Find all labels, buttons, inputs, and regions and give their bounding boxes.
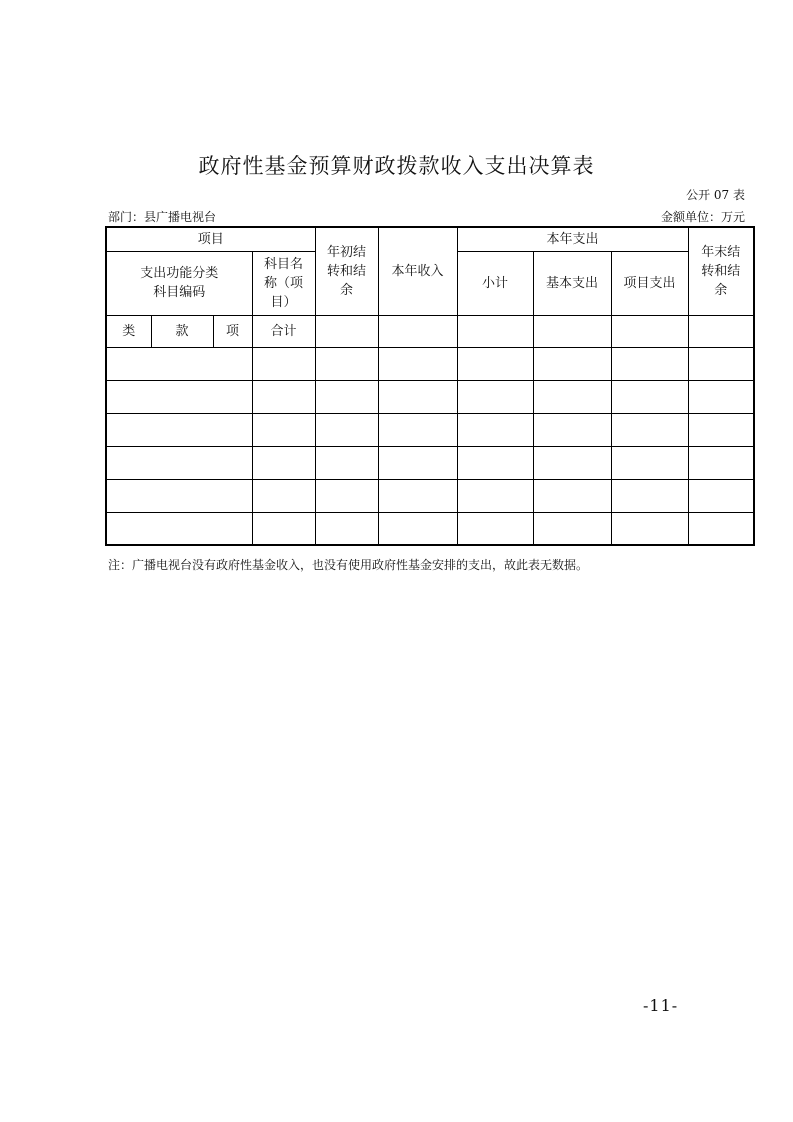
table-cell (688, 446, 754, 479)
table-cell (457, 479, 533, 512)
budget-table (105, 226, 755, 546)
table-cell (106, 380, 252, 413)
header-basic-expense: 基本支出 (533, 251, 611, 315)
page-number: -11- (643, 996, 679, 1015)
table-cell (315, 446, 378, 479)
table-cell (378, 512, 457, 545)
amount-unit-label: 金额单位：万元 (660, 210, 745, 224)
table-cell (611, 512, 688, 545)
header-row-3 (106, 315, 754, 347)
table-cell (688, 347, 754, 380)
table-cell (611, 347, 688, 380)
cell (688, 315, 754, 347)
header-begin-balance: 年初结 转和结 余 (315, 227, 378, 315)
table-cell (315, 380, 378, 413)
cell (315, 315, 378, 347)
table-cell (252, 380, 315, 413)
table-row (106, 512, 754, 545)
table-cell (533, 446, 611, 479)
table-cell (378, 446, 457, 479)
table-row (106, 413, 754, 446)
table-cell (457, 512, 533, 545)
department-label: 部门：县广播电视台 (108, 210, 217, 224)
table-cell (252, 347, 315, 380)
cell (533, 315, 611, 347)
cell (457, 315, 533, 347)
table-cell (106, 479, 252, 512)
table-cell (315, 413, 378, 446)
table-cell (106, 347, 252, 380)
header-row-1 (106, 227, 754, 251)
form-number: 公开 07 表 (686, 188, 745, 202)
table-cell (378, 380, 457, 413)
table-cell (106, 413, 252, 446)
table-cell (378, 347, 457, 380)
table-cell (457, 347, 533, 380)
table-cell (533, 413, 611, 446)
table-cell (688, 380, 754, 413)
table-cell (688, 413, 754, 446)
footnote: 注：广播电视台没有政府性基金收入，也没有使用政府性基金安排的支出，故此表无数据。 (108, 558, 589, 572)
table-cell (533, 380, 611, 413)
header-project: 项目 (106, 227, 315, 251)
header-lei: 类 (106, 315, 151, 347)
table-cell (252, 413, 315, 446)
table-cell (533, 512, 611, 545)
header-project-expense: 项目支出 (611, 251, 688, 315)
header-year-expense: 本年支出 (457, 227, 688, 251)
table-cell (106, 446, 252, 479)
table-cell (688, 479, 754, 512)
header-func-class-code: 支出功能分类 科目编码 (106, 251, 252, 315)
table-cell (533, 347, 611, 380)
table-row (106, 347, 754, 380)
table-cell (315, 479, 378, 512)
header-end-balance: 年末结 转和结 余 (688, 227, 754, 315)
table-cell (252, 479, 315, 512)
table-cell (611, 446, 688, 479)
table-cell (533, 479, 611, 512)
header-subtotal: 小计 (457, 251, 533, 315)
table-cell (611, 479, 688, 512)
table-cell (315, 512, 378, 545)
table-cell (457, 446, 533, 479)
cell (378, 315, 457, 347)
table-cell (457, 380, 533, 413)
header-year-income: 本年收入 (378, 227, 457, 315)
table-cell (252, 512, 315, 545)
header-total: 合计 (252, 315, 315, 347)
table-cell (378, 413, 457, 446)
table-cell (315, 347, 378, 380)
header-xiang: 项 (213, 315, 252, 347)
table-row (106, 380, 754, 413)
cell (611, 315, 688, 347)
table-cell (106, 512, 252, 545)
table-cell (611, 380, 688, 413)
table-cell (688, 512, 754, 545)
table-cell (611, 413, 688, 446)
header-kuan: 款 (151, 315, 213, 347)
table-cell (378, 479, 457, 512)
table-row (106, 446, 754, 479)
table-row (106, 479, 754, 512)
header-subject-name: 科目名 称（项 目） (252, 251, 315, 315)
page-title: 政府性基金预算财政拨款收入支出决算表 (198, 154, 595, 178)
table-cell (457, 413, 533, 446)
table-cell (252, 446, 315, 479)
